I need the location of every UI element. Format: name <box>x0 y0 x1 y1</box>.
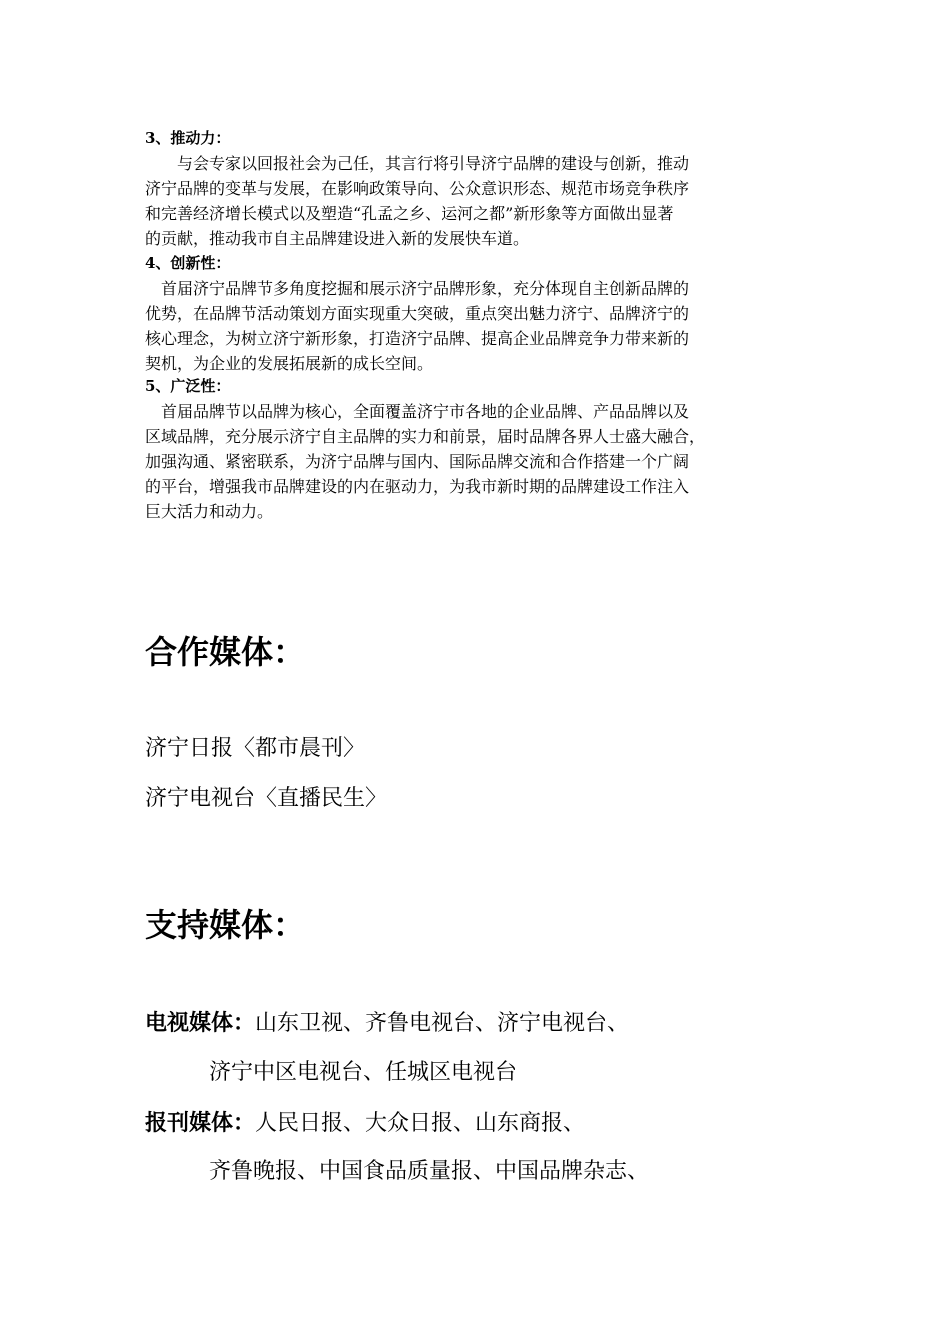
cooperation-media-item: 济宁日报〈都市晨刊〉 <box>145 736 366 761</box>
cooperation-media-heading: 合作媒体： <box>145 633 306 671</box>
section-heading-3: 3、推动力： <box>145 129 231 147</box>
section-heading-5: 5、广泛性： <box>145 377 231 395</box>
section-4-line-1: 首届济宁品牌节多角度挖掘和展示济宁品牌形象，充分体现自主创新品牌的 <box>161 279 690 298</box>
section-4-line-3: 核心理念，为树立济宁新形象，打造济宁品牌、提高企业品牌竞争力带来新的 <box>145 329 690 348</box>
section-4-line-2: 优势，在品牌节活动策划方面实现重大突破，重点突出魅力济宁、品牌济宁的 <box>145 304 690 323</box>
press-media-label: 报刊媒体： <box>145 1110 256 1136</box>
section-3-line-1: 与会专家以回报社会为己任，其言行将引导济宁品牌的建设与创新，推动 <box>177 154 690 173</box>
tv-media-list: 山东卫视、齐鲁电视台、济宁电视台、 <box>255 1011 630 1036</box>
section-5-line-2: 区域品牌，充分展示济宁自主品牌的实力和前景，届时品牌各界人士盛大融合， <box>145 427 706 446</box>
section-3-line-2: 济宁品牌的变革与发展，在影响政策导向、公众意识形态、规范市场竞争秩序 <box>145 179 690 198</box>
section-4-line-4: 契机，为企业的发展拓展新的成长空间。 <box>145 354 434 373</box>
press-media-list: 人民日报、大众日报、山东商报、 <box>255 1111 586 1136</box>
tv-media-list-continued: 济宁中区电视台、任城区电视台 <box>209 1060 518 1085</box>
support-media-heading: 支持媒体： <box>145 906 306 944</box>
press-media-line <box>145 1108 585 1139</box>
section-5-line-5: 巨大活力和动力。 <box>145 502 274 521</box>
section-3-line-4: 的贡献，推动我市自主品牌建设进入新的发展快车道。 <box>145 229 530 248</box>
section-5-line-4: 的平台，增强我市品牌建设的内在驱动力，为我市新时期的品牌建设工作注入 <box>145 477 690 496</box>
press-media-list-continued: 齐鲁晚报、中国食品质量报、中国品牌杂志、 <box>209 1159 650 1184</box>
cooperation-media-item: 济宁电视台〈直播民生〉 <box>145 786 388 811</box>
section-5-line-3: 加强沟通、紧密联系，为济宁品牌与国内、国际品牌交流和合作搭建一个广阔 <box>145 452 690 471</box>
tv-media-label: 电视媒体： <box>145 1010 256 1036</box>
section-5-line-1: 首届品牌节以品牌为核心，全面覆盖济宁市各地的企业品牌、产品品牌以及 <box>161 402 690 421</box>
section-3-line-3: 和完善经济增长模式以及塑造“孔孟之乡、运河之都”新形象等方面做出显著 <box>145 204 674 223</box>
tv-media-line <box>145 1008 629 1039</box>
section-heading-4: 4、创新性： <box>145 254 231 272</box>
